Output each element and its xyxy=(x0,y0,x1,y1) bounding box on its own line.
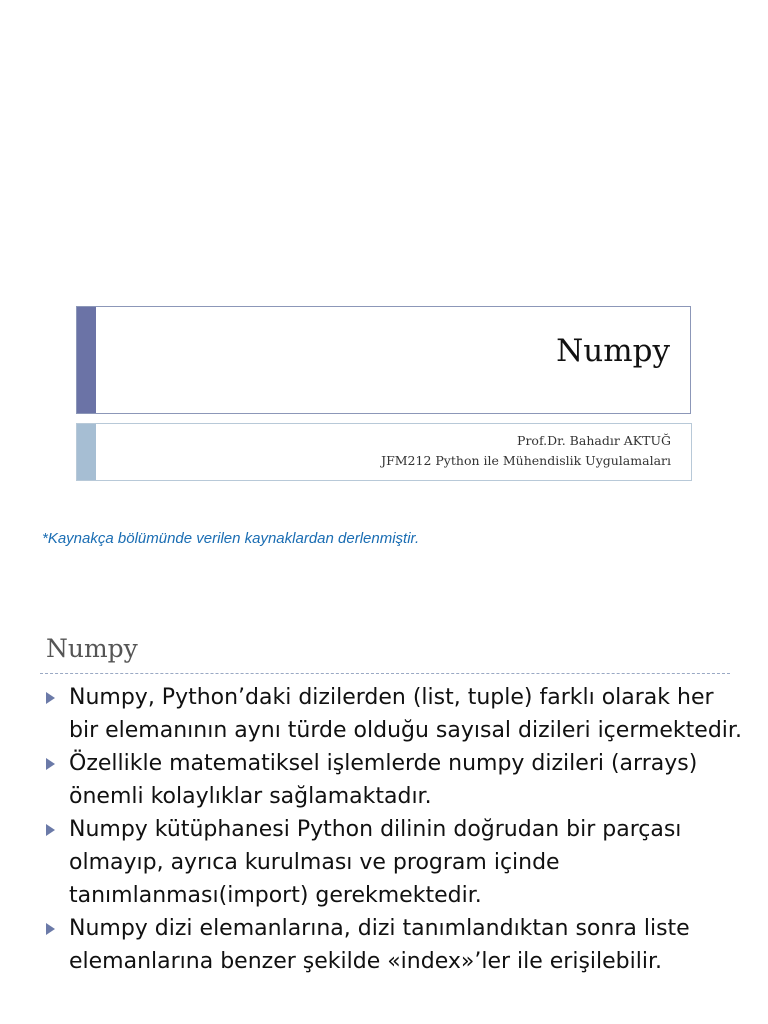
bullet-arrow-icon xyxy=(46,692,55,704)
bullet-text: Numpy dizi elemanlarına, dizi tanımlandıktan sonra liste elemanlarına benzer şekilde «index»’ler ile erişilebilir. xyxy=(69,916,690,974)
author-name: Prof.Dr. Bahadır AKTUĞ xyxy=(517,433,671,448)
subtitle-box xyxy=(76,423,692,481)
title-accent-bar xyxy=(77,307,96,413)
bullet-arrow-icon xyxy=(46,758,55,770)
bullet-item xyxy=(46,813,746,912)
bullet-item xyxy=(46,912,746,978)
bullet-arrow-icon xyxy=(46,824,55,836)
bullet-text: Numpy, Python’daki dizilerden (list, tuple) farklı olarak her bir elemanının aynı türde olduğu sayısal dizileri içermektedir. xyxy=(69,685,742,743)
bullet-list xyxy=(46,681,746,978)
bullet-item xyxy=(46,681,746,747)
subtitle-accent-bar xyxy=(77,424,96,480)
course-name: JFM212 Python ile Mühendislik Uygulamaları xyxy=(381,453,671,468)
source-note: *Kaynakça bölümünde verilen kaynaklardan derlenmiştir. xyxy=(42,530,420,547)
section-divider xyxy=(40,673,730,674)
subtitle-text xyxy=(381,431,671,471)
bullet-arrow-icon xyxy=(46,923,55,935)
bullet-text: Numpy kütüphanesi Python dilinin doğrudan bir parçası olmayıp, ayrıca kurulması ve program içinde tanımlanması(import) gerekmektedir. xyxy=(69,817,682,908)
bullet-item xyxy=(46,747,746,813)
title-box xyxy=(76,306,691,414)
section-title: Numpy xyxy=(46,634,138,663)
bullet-text: Özellikle matematiksel işlemlerde numpy dizileri (arrays) önemli kolaylıklar sağlamaktadır. xyxy=(69,751,698,809)
slide-title: Numpy xyxy=(556,333,670,369)
